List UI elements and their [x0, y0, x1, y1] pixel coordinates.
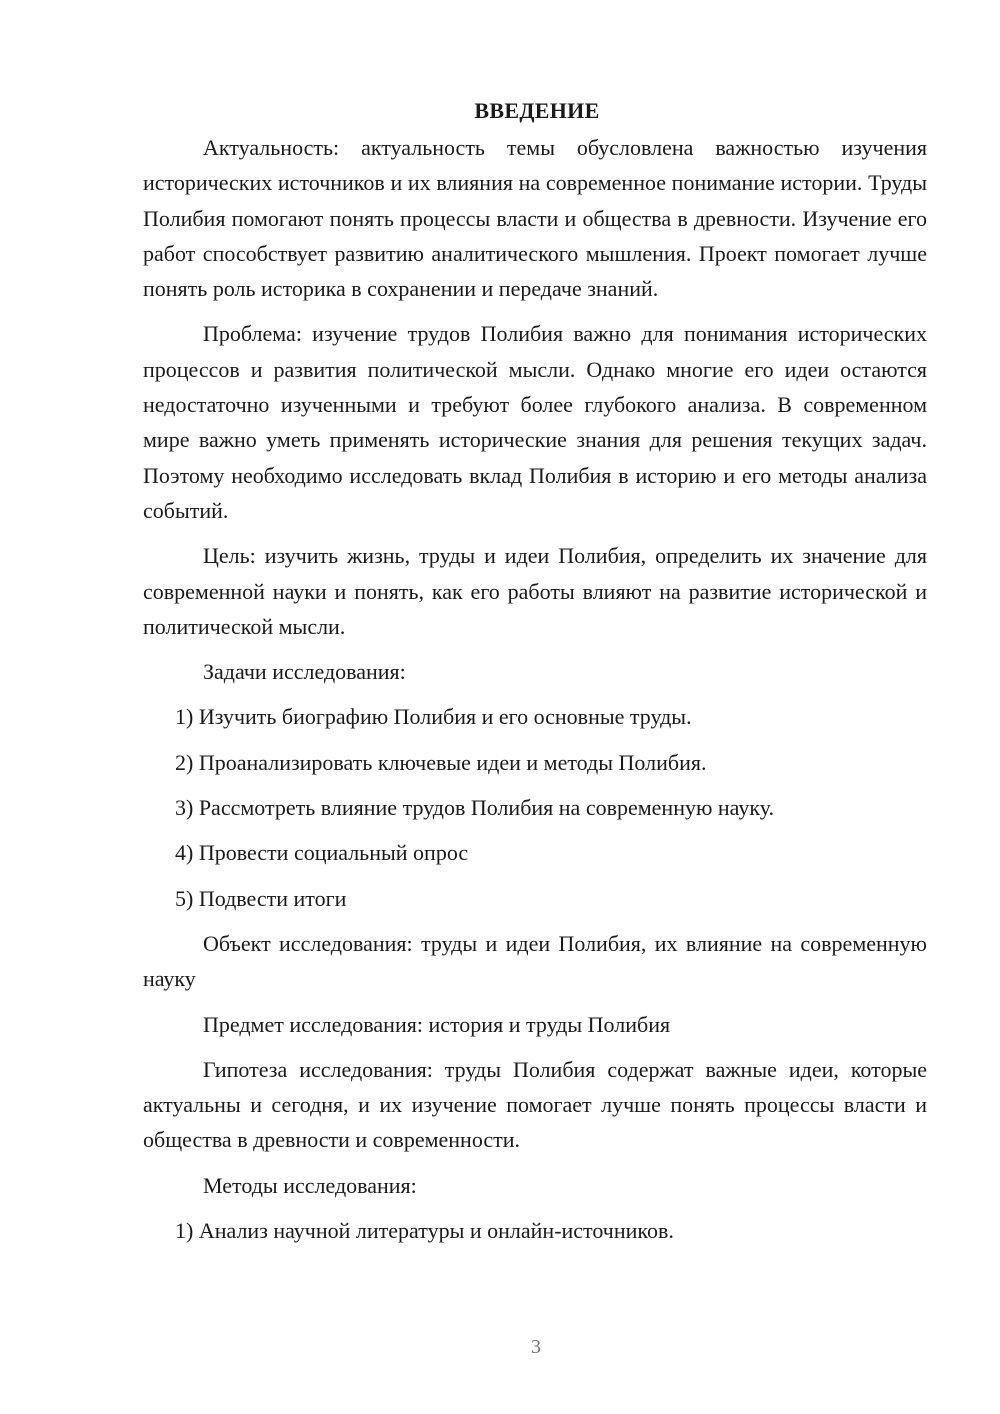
method-item-1: 1) Анализ научной литературы и онлайн-источников.	[175, 1218, 674, 1244]
document-page	[143, 96, 927, 1258]
task-item-1: 1) Изучить биографию Полибия и его основные труды.	[175, 704, 692, 730]
section-title: ВВЕДЕНИЕ	[474, 98, 600, 123]
problem-paragraph: Проблема: изучение трудов Полибия важно для понимания исторических процессов и развития политической мысли. Однако многие его идеи остаются недостаточно изученными и требуют более глубокого анализа. В современном мире важно уметь применять исторические знания для решения текущих задач. Поэтому необходимо исследовать вклад Полибия в историю и его методы анализа событий.	[143, 321, 927, 523]
relevance-paragraph: Актуальность: актуальность темы обусловлена важностью изучения исторических источников и их влияния на современное понимание истории. Труды Полибия помогают понять процессы власти и общества в древности. Изучение его работ способствует развитию аналитического мышления. Проект помогает лучше понять роль историка в сохранении и передаче знаний.	[143, 135, 927, 302]
task-item-3: 3) Рассмотреть влияние трудов Полибия на современную науку.	[175, 795, 775, 821]
hypothesis-paragraph: Гипотеза исследования: труды Полибия содержат важные идеи, которые актуальны и сегодня, и их изучение помогает лучше понять процессы власти и общества в древности и современности.	[143, 1056, 927, 1153]
subject-paragraph: Предмет исследования: история и труды Полибия	[203, 1011, 671, 1037]
task-item-5: 5) Подвести итоги	[175, 885, 347, 911]
object-paragraph: Объект исследования: труды и идеи Полибия, их влияние на современную науку	[143, 930, 927, 992]
page-number: 3	[531, 1336, 541, 1358]
goal-paragraph: Цель: изучить жизнь, труды и идеи Полибия, определить их значение для современной науки и понять, как его работы влияют на развитие исторической и политической мысли.	[143, 543, 927, 639]
task-item-4: 4) Провести социальный опрос	[175, 840, 469, 866]
task-item-2: 2) Проанализировать ключевые идеи и методы Полибия.	[175, 749, 707, 775]
methods-heading: Методы исследования:	[203, 1172, 417, 1198]
tasks-heading: Задачи исследования:	[203, 659, 406, 685]
